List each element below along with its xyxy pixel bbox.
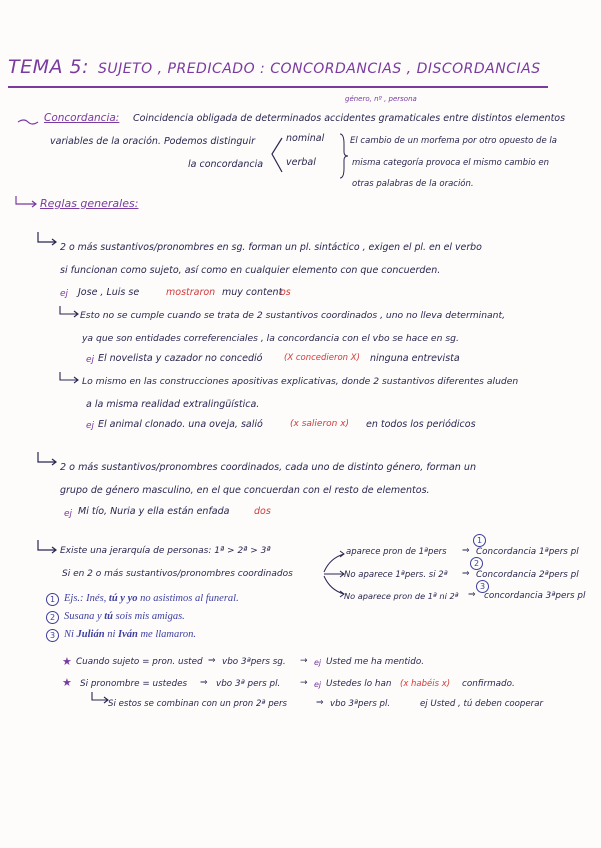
branch-arrows	[318, 548, 346, 600]
brace-icon	[338, 132, 348, 180]
sub1-line1: Esto no se cumple cuando se trata de 2 sustantivos coordinados , uno no lleva determinant,	[80, 310, 506, 321]
sub2-line2: a la misma realidad extralingüística.	[86, 399, 260, 410]
bracket-icon	[268, 134, 284, 176]
concordancia-right1: El cambio de un morfema por otro opuesto de la	[350, 136, 557, 146]
reglas-heading: Reglas generales:	[40, 197, 139, 210]
sub1-ex-prefix: ej	[86, 355, 95, 365]
rule1-ex-prefix: ej	[60, 289, 69, 299]
sub2-line1: Lo mismo en las construcciones apositivas explicativas, donde 2 sustantivos diferentes aluden	[82, 376, 519, 387]
concordancia-note: género, nº , persona	[345, 95, 417, 103]
concordancia-right2: misma categoría provoca el mismo cambio en	[352, 158, 549, 168]
star2-ex-prefix: ej	[314, 680, 322, 689]
star2-d: confirmado.	[462, 679, 515, 689]
star2-b: vbo 3ª pers pl.	[216, 679, 281, 689]
nominal-label: nominal	[286, 133, 325, 144]
rule2-ex-a: Mi tío, Nuria y ella están enfada	[78, 506, 230, 517]
concordancia-line3: la concordancia	[188, 159, 264, 170]
arrow-icon	[36, 452, 58, 466]
rule3-line2: Si en 2 o más sustantivos/pronombres coordinados	[62, 569, 293, 579]
sub-note-c: ej Usted , tú deben cooperar	[420, 699, 544, 709]
star2-text: Si pronombre = ustedes	[80, 679, 188, 689]
example3: Ni Julián ni Iván me llamaron.	[64, 629, 197, 640]
example1: Ejs.: Inés, tú y yo no asistimos al funeral.	[64, 593, 239, 604]
rule3-line1: Existe una jerarquía de personas: 1ª > 2ª > 3ª	[60, 546, 271, 556]
branch2-text: No aparece 1ªpers. si 2ª	[344, 570, 448, 580]
arrow-icon	[90, 692, 110, 704]
sub-note-arrow: ⇒	[316, 698, 324, 708]
verbal-label: verbal	[286, 157, 316, 168]
sub2-ex-red: (x salieron x)	[290, 419, 350, 429]
rule2-line1: 2 o más sustantivos/pronombres coordinados, cada uno de distinto género, forman un	[60, 462, 477, 473]
star1-text: Cuando sujeto = pron. usted	[76, 657, 203, 667]
star1-c: Usted me ha mentido.	[326, 657, 425, 667]
sub2-ex-b: en todos los periódicos	[366, 419, 476, 430]
star2-c: Ustedes lo han	[326, 679, 392, 689]
branch1-text: aparece pron de 1ªpers	[346, 547, 447, 557]
example3-number: 3	[46, 629, 59, 642]
branch3-number: 3	[476, 580, 489, 593]
rule1-ex-red: mostraron	[166, 287, 216, 298]
star1-ex-prefix: ej	[314, 658, 322, 667]
sub-note-b: vbo 3ªpers pl.	[330, 699, 391, 709]
sub1-ex-red: (X concedieron X)	[284, 353, 360, 363]
concordancia-label: Concordancia:	[44, 112, 120, 124]
star1-b: vbo 3ªpers sg.	[222, 657, 286, 667]
rule1-line1: 2 o más sustantivos/pronombres en sg. forman un pl. sintáctico , exigen el pl. en el verbo	[60, 242, 482, 253]
arrow-icon	[58, 306, 80, 318]
rule2-line2: grupo de género masculino, en el que concuerdan con el resto de elementos.	[60, 485, 430, 496]
star2-arrow: ⇒	[200, 678, 208, 688]
star-icon: ★	[62, 655, 72, 668]
title-text: SUJETO , PREDICADO : CONCORDANCIAS , DISCORDANCIAS	[98, 61, 541, 77]
arrow-icon	[58, 372, 80, 384]
branch3-text: No aparece pron de 1ª ni 2ª	[344, 591, 459, 601]
example1-number: 1	[46, 593, 59, 606]
branch1-arrow: ⇒	[462, 546, 470, 556]
concordancia-right3: otras palabras de la oración.	[352, 179, 474, 189]
star-icon: ★	[62, 676, 72, 689]
concordancia-line1: Coincidencia obligada de determinados accidentes gramaticales entre distintos elementos	[133, 113, 566, 124]
branch3-arrow: ⇒	[468, 590, 476, 600]
star2-red: (x habéis x)	[400, 679, 451, 689]
rule1-line2: si funcionan como sujeto, así como en cualquier elemento con que concuerden.	[60, 265, 441, 276]
branch1-number: 1	[473, 534, 486, 547]
concordancia-line2: variables de la oración. Podemos distinguir	[50, 136, 255, 147]
rule2-ex-red: dos	[254, 506, 271, 517]
arrow-icon	[18, 118, 38, 126]
rule2-ex-prefix: ej	[64, 509, 73, 519]
branch1-result: Concordancia 1ªpers pl	[476, 547, 579, 557]
sub-note: Si estos se combinan con un pron 2ª pers	[108, 699, 287, 709]
star1-arrow: ⇒	[208, 656, 216, 666]
rule1-ex-red2: os	[280, 287, 291, 298]
title-underline	[8, 86, 548, 88]
branch2-arrow: ⇒	[462, 569, 470, 579]
rule1-ex-a: Jose , Luis se	[78, 287, 140, 298]
sub1-ex-b: ninguna entrevista	[370, 353, 460, 364]
branch2-number: 2	[470, 557, 483, 570]
title-tema: TEMA 5:	[8, 56, 90, 78]
sub1-ex-a: El novelista y cazador no concedió	[98, 353, 263, 364]
arrow-icon	[36, 232, 58, 246]
sub2-ex-a: El animal clonado. una oveja, salió	[98, 419, 263, 430]
example2: Susana y tú sois mis amigas.	[64, 611, 185, 622]
example2-number: 2	[46, 611, 59, 624]
star1-ex-arrow: →	[300, 656, 308, 666]
arrow-icon	[14, 196, 38, 208]
rule1-ex-b: muy content	[222, 287, 283, 298]
sub1-line2: ya que son entidades correferenciales , la concordancia con el vbo se hace en sg.	[82, 333, 459, 344]
arrow-icon	[36, 540, 58, 554]
sub2-ex-prefix: ej	[86, 421, 95, 431]
star2-ex-arrow: →	[300, 678, 308, 688]
branch2-result: Concordancia 2ªpers pl	[476, 570, 579, 580]
branch3-result: concordancia 3ªpers pl	[484, 591, 586, 601]
